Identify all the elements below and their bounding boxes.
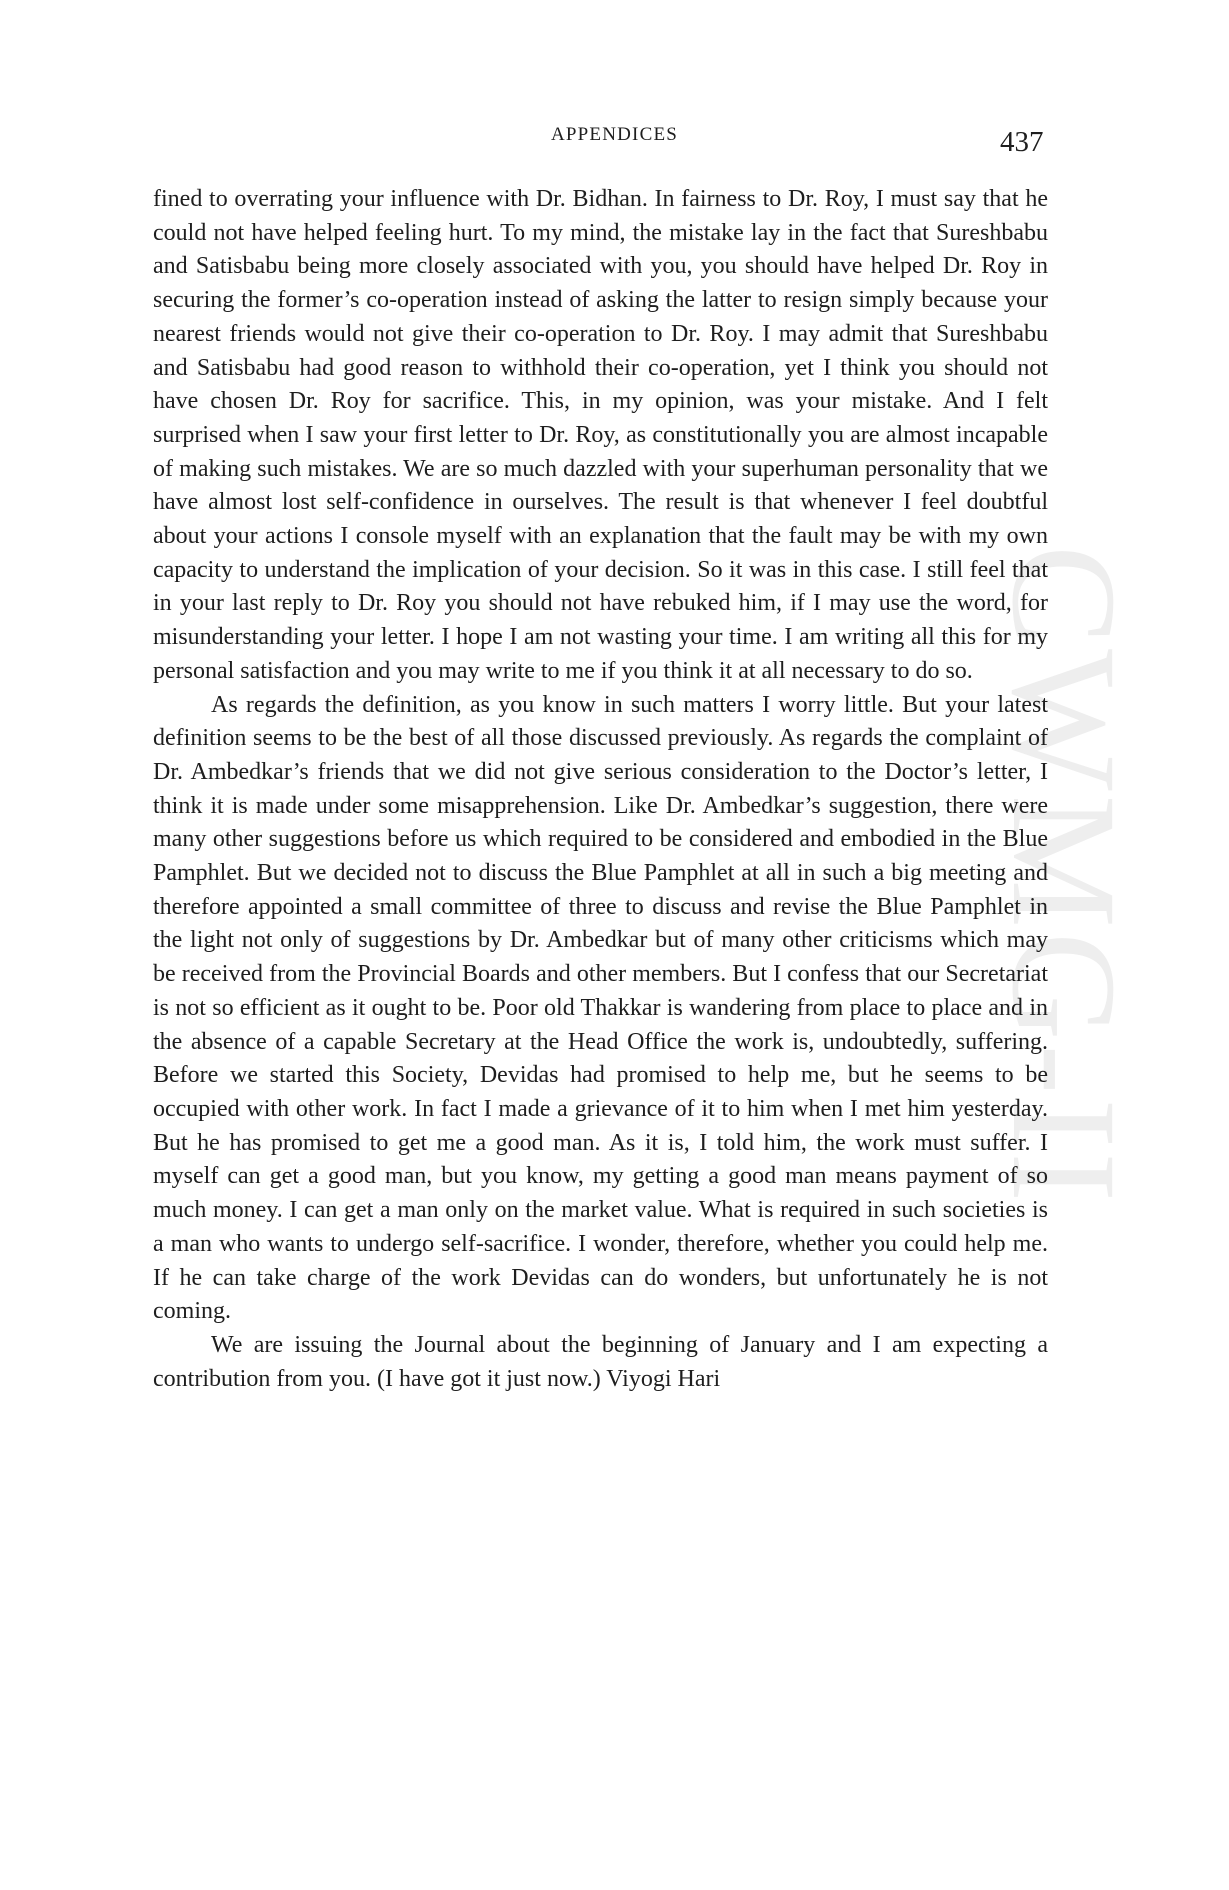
page-number: 437 [1000,126,1044,158]
letter-body [153,183,1048,1396]
watermark: CWMG-II [981,545,1147,1207]
running-title: APPENDICES [550,124,679,145]
paragraph-2: As regards the definition, as you know in such matters I worry little. But your latest definition seems to be the best of all those discussed previously. As regards the complaint of Dr. Ambedkar’s friends that we did not give serious consideration to the Doctor’s letter, I think it is made under some misapprehension. Like Dr. Ambedkar’s suggestion, there were many other suggestions before us which required to be considered and embodied in the Blue Pamphlet. But we decided not to discuss the Blue Pamphlet at all in such a big meeting and therefore appointed a small committee of three to discuss and revise the Blue Pamphlet in the light not only of suggestions by Dr. Ambedkar but of many other criticisms which may be received from the Provincial Boards and other members. But I confess that our Secretariat is not so efficient as it ought to be. Poor old Thakkar is wandering from place to place and in the absence of a capable Secretary at the Head Office the work is, undoubtedly, suffering. Before we started this Society, Devidas had promised to help me, but he seems to be occupied with other work. In fact I made a grievance of it to him when I met him yesterday. But he has promised to get me a good man. As it is, I told him, the work must suffer. I myself can get a good man, but you know, my getting a good man means payment of so much money. I can get a man only on the market value. What is required in such societies is a man who wants to undergo self-sacrifice. I wonder, therefore, whether you could help me. If he can take charge of the work Devidas can do wonders, but unfortunately he is not coming. [153,691,1048,1325]
paragraph-3: We are issuing the Journal about the beginning of January and I am expecting a contribution from you. (I have got it just now.) Viyogi Hari [153,1331,1048,1392]
paragraph-1: fined to overrating your influence with Dr. Bidhan. In fairness to Dr. Roy, I must say that he could not have helped feeling hurt. To my mind, the mistake lay in the fact that Sureshbabu and Satisbabu being more closely associated with you, you should have helped Dr. Roy in securing the former’s co-operation instead of asking the latter to resign simply because your nearest friends would not give their co-operation to Dr. Roy. I may admit that Sureshbabu and Satisbabu had good reason to withhold their co-operation, yet I think you should not have chosen Dr. Roy for sacrifice. This, in my opinion, was your mistake. And I felt surprised when I saw your first letter to Dr. Roy, as constitutionally you are almost incapable of making such mistakes. We are so much dazzled with your superhuman personality that we have almost lost self-confidence in ourselves. The result is that whenever I feel doubtful about your actions I console myself with an explanation that the fault may be with my own capacity to understand the implication of your decision. So it was in this case. I still feel that in your last reply to Dr. Roy you should not have rebuked him, if I may use the word, for misunderstanding your letter. I hope I am not wasting your time. I am writing all this for my personal satisfaction and you may write to me if you think it at all necessary to do so. [153,186,1048,684]
